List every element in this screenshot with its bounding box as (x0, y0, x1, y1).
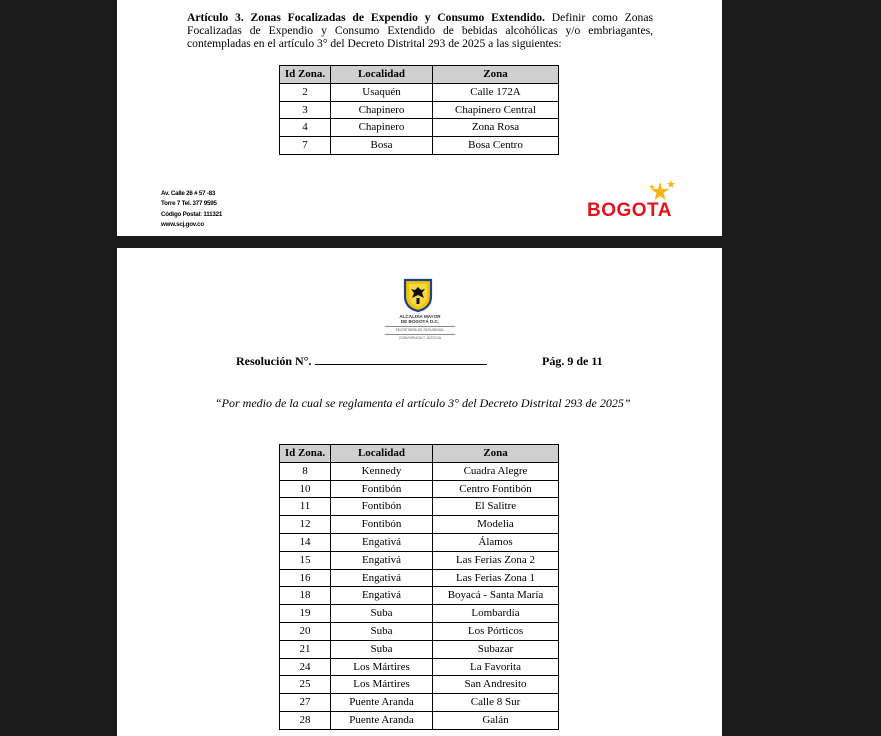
table-row (280, 694, 559, 712)
localidad-cell: Suba (331, 622, 433, 640)
table-row (280, 462, 559, 480)
address-line: Código Postal: 111321 (161, 210, 223, 218)
localidad-cell: Chapinero (331, 119, 433, 137)
table-row (280, 480, 559, 498)
table-row (280, 101, 559, 119)
alcaldia-line: ALCALDÍA MAYOR (399, 314, 441, 319)
localidad-cell: Puente Aranda (331, 694, 433, 712)
resolucion-number (236, 354, 487, 369)
localidad-cell: Fontibón (331, 480, 433, 498)
zone-id-cell: 14 (280, 533, 331, 551)
localidad-cell: Engativá (331, 551, 433, 569)
zona-cell: Calle 8 Sur (433, 694, 559, 712)
localidad-cell: Chapinero (331, 101, 433, 119)
localidad-cell: Kennedy (331, 462, 433, 480)
article-body: Definir como Zonas Focalizadas de Expendio y Consumo Extendido de bebidas alcohólicas y/o embriagantes, contempladas en el artículo 3° del Decreto Distrital 293 de 2025 a las siguientes: (187, 11, 653, 50)
zona-cell: Galán (433, 711, 559, 729)
bogota-coat-of-arms-icon (403, 278, 433, 312)
resolucion-label: Resolución N°. (236, 354, 312, 368)
zone-id-cell: 20 (280, 622, 331, 640)
zone-id-cell: 27 (280, 694, 331, 712)
zona-cell: Las Ferias Zona 1 (433, 569, 559, 587)
table-row (280, 516, 559, 534)
localidad-cell: Fontibón (331, 516, 433, 534)
table-row (280, 533, 559, 551)
zona-cell: Chapinero Central (433, 101, 559, 119)
table-row (280, 658, 559, 676)
localidad-cell: Fontibón (331, 498, 433, 516)
address-line: Av. Calle 26 # 57 -83 (161, 190, 216, 197)
zone-id-cell: 3 (280, 101, 331, 119)
zone-id-cell: 16 (280, 569, 331, 587)
zona-cell: Modelia (433, 516, 559, 534)
address-line: Torre 7 Tel. 377 9595 (161, 200, 217, 208)
secretaria-line: CONVIVENCIA Y JUSTICIA (385, 334, 455, 340)
localidad-cell: Engativá (331, 587, 433, 605)
zona-cell: Bosa Centro (433, 137, 559, 155)
table-row (280, 640, 559, 658)
zone-id-cell: 15 (280, 551, 331, 569)
zones-table-1 (279, 65, 559, 155)
zona-cell: Boyacá - Santa María (433, 587, 559, 605)
zona-cell: Zona Rosa (433, 119, 559, 137)
zone-id-cell: 8 (280, 462, 331, 480)
zona-cell: Calle 172A (433, 83, 559, 101)
article-heading: Artículo 3. Zonas Focalizadas de Expendio y Consumo Extendido. (187, 11, 545, 24)
document-page-2 (117, 248, 722, 736)
zone-id-cell: 10 (280, 480, 331, 498)
column-header: Id Zona. (280, 66, 331, 84)
column-header: Localidad (331, 445, 433, 463)
table-row (280, 569, 559, 587)
zone-id-cell: 12 (280, 516, 331, 534)
alcaldia-line: DE BOGOTÁ D.C. (400, 319, 440, 325)
zona-cell: Las Ferias Zona 2 (433, 551, 559, 569)
table-row (280, 622, 559, 640)
zona-cell: Subazar (433, 640, 559, 658)
zona-cell: San Andresito (433, 676, 559, 694)
zone-id-cell: 11 (280, 498, 331, 516)
table-row (280, 83, 559, 101)
zones-table-2 (279, 444, 559, 730)
table-header-row (280, 445, 559, 463)
table-row (280, 587, 559, 605)
zone-id-cell: 18 (280, 587, 331, 605)
zone-id-cell: 24 (280, 658, 331, 676)
table-row (280, 676, 559, 694)
document-page-1 (117, 0, 722, 236)
table-header-row (280, 66, 559, 84)
localidad-cell: Engativá (331, 569, 433, 587)
zone-id-cell: 2 (280, 83, 331, 101)
localidad-cell: Los Mártires (331, 676, 433, 694)
localidad-cell: Suba (331, 605, 433, 623)
table-row (280, 711, 559, 729)
zone-id-cell: 25 (280, 676, 331, 694)
localidad-cell: Bosa (331, 137, 433, 155)
zone-id-cell: 7 (280, 137, 331, 155)
localidad-cell: Puente Aranda (331, 711, 433, 729)
secretaria-line: SECRETARÍA DE SEGURIDAD, (385, 326, 455, 332)
localidad-cell: Usaquén (331, 83, 433, 101)
localidad-cell: Los Mártires (331, 658, 433, 676)
zone-id-cell: 4 (280, 119, 331, 137)
zona-cell: Lombardía (433, 605, 559, 623)
alcaldia-logo-text (385, 314, 455, 340)
zona-cell: El Salitre (433, 498, 559, 516)
table-row (280, 137, 559, 155)
page-number: Pág. 9 de 11 (542, 354, 603, 368)
footer-address (161, 189, 222, 230)
zona-cell: Centro Fontibón (433, 480, 559, 498)
localidad-cell: Engativá (331, 533, 433, 551)
zona-cell: Los Pórticos (433, 622, 559, 640)
zone-id-cell: 28 (280, 711, 331, 729)
table-row (280, 551, 559, 569)
zona-cell: Álamos (433, 533, 559, 551)
resolution-subtitle: “Por medio de la cual se reglamenta el artículo 3° del Decreto Distrital 293 de 2025” (215, 396, 631, 410)
table-row (280, 119, 559, 137)
table-row (280, 605, 559, 623)
zona-cell: La Favorita (433, 658, 559, 676)
zone-id-cell: 19 (280, 605, 331, 623)
bogota-logo: BOGOTA (587, 200, 672, 221)
column-header: Zona (433, 445, 559, 463)
column-header: Zona (433, 66, 559, 84)
column-header: Localidad (331, 66, 433, 84)
resolucion-blank-line (315, 354, 487, 365)
article-3-paragraph (187, 11, 653, 50)
website-line: www.scj.gov.co (161, 220, 204, 228)
zone-id-cell: 21 (280, 640, 331, 658)
column-header: Id Zona. (280, 445, 331, 463)
table-row (280, 498, 559, 516)
localidad-cell: Suba (331, 640, 433, 658)
zona-cell: Cuadra Alegre (433, 462, 559, 480)
